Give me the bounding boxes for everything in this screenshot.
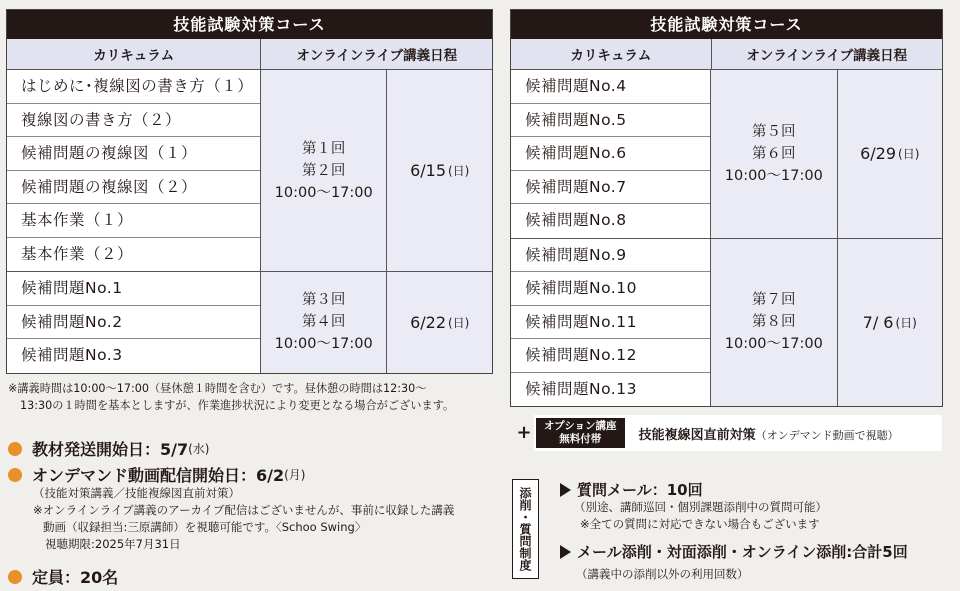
left-course-table — [6, 9, 493, 374]
curriculum-item: 候補問題No.6 — [511, 137, 710, 171]
session-group — [511, 239, 942, 407]
day-of-week: (日) — [898, 147, 920, 162]
note-line: ※講義時間は10:00～17:00（昼休憩１時間を含む）です。昼休憩の時間は12:30～ — [8, 382, 427, 395]
session-group — [7, 272, 492, 373]
session-time: 10:00〜17:00 — [724, 336, 823, 353]
badge-line: 無料付帯 — [559, 433, 602, 445]
triangle-icon — [560, 483, 571, 497]
ondemand-sub-line: 動画（収録担当:三原講師）を視聴可能です。〈Schoo Swing〉 — [43, 520, 367, 534]
curriculum-item: 候補問題No.2 — [7, 306, 260, 340]
option-course — [514, 415, 942, 451]
curriculum-list — [511, 239, 711, 407]
date-value: 6/15 — [410, 161, 446, 180]
session-info — [261, 70, 387, 271]
correction-title: メール添削・対面添削・オンライン添削:合計5回 — [577, 543, 908, 561]
option-badge — [536, 418, 625, 448]
session-number: 第２回 — [301, 162, 346, 179]
session-date — [387, 70, 492, 271]
session-time: 10:00〜17:00 — [724, 167, 823, 184]
curriculum-item: はじめに･複線図の書き方（１） — [7, 70, 260, 104]
session-group — [511, 70, 942, 239]
session-number: 第３回 — [301, 292, 346, 309]
correction-detail: （講義中の添削以外の利用回数） — [576, 567, 749, 581]
curriculum-item: 候補問題No.13 — [525, 379, 637, 398]
bullet-dot-icon — [8, 468, 22, 482]
ondemand-start — [8, 463, 306, 486]
schedule-header: オンラインライブ講義日程 — [746, 48, 908, 64]
curriculum-list — [511, 70, 711, 238]
day-of-week: (日) — [448, 164, 470, 178]
course-title: 技能試験対策コース — [511, 10, 942, 39]
session-date — [838, 70, 943, 238]
curriculum-item: 候補問題No.8 — [525, 211, 627, 229]
option-name: 技能複線図直前対策 — [638, 427, 756, 443]
capacity — [8, 565, 118, 588]
curriculum-list — [7, 70, 261, 271]
capacity-label: 定員：20名 — [32, 568, 119, 587]
session-info — [261, 272, 387, 373]
curriculum-list — [7, 272, 261, 373]
session-date — [387, 272, 492, 373]
session-number: 第５回 — [752, 123, 796, 140]
ondemand-sub-line: 視聴期限:2025年7月31日 — [45, 537, 181, 551]
session-group — [7, 70, 492, 272]
day-of-week: (日) — [448, 315, 470, 330]
session-number: 第１回 — [301, 140, 346, 157]
session-number: 第４回 — [301, 314, 346, 331]
bullet-dot-icon — [8, 442, 22, 456]
option-title — [639, 424, 899, 443]
lecture-time-note — [8, 380, 498, 414]
session-time: 10:00〜17:00 — [274, 336, 373, 353]
ondemand-dow: (月) — [284, 468, 306, 482]
note-line: 13:30の１時間を基本としますが、作業進捗状況により変更となる場合がございます。 — [20, 399, 455, 412]
course-title: 技能試験対策コース — [7, 10, 492, 39]
curriculum-item: 候補問題No.11 — [511, 306, 710, 340]
day-of-week: (日) — [895, 315, 917, 330]
ondemand-sub-line: （技能対策講義／技能複線図直前対策） — [33, 486, 240, 500]
date-value: 6/29 — [860, 144, 897, 164]
session-number: 第６回 — [752, 145, 796, 162]
curriculum-item: 基本作業（２） — [21, 244, 134, 263]
curriculum-item: 候補問題No.3 — [21, 346, 123, 364]
curriculum-item: 候補問題の複線図（２） — [7, 171, 260, 205]
curriculum-item: 候補問題No.4 — [511, 70, 710, 104]
badge-line: オプション講座 — [544, 420, 617, 432]
question-sub-line: ※全ての質問に対応できない場合もございます — [580, 517, 820, 531]
curriculum-item: 候補問題No.7 — [511, 171, 710, 205]
correction-system-label: 添削・質問制度 — [512, 479, 539, 579]
curriculum-item: 候補問題No.1 — [7, 272, 260, 306]
question-mail — [560, 479, 703, 500]
triangle-icon — [560, 545, 571, 559]
session-info — [711, 70, 837, 238]
date-value: 6/22 — [410, 312, 446, 332]
question-title: 質問メール：10回 — [577, 481, 703, 499]
curriculum-item: 候補問題No.10 — [511, 272, 710, 306]
bullet-dot-icon — [8, 570, 22, 584]
materials-dow: (水) — [188, 442, 210, 456]
curriculum-item: 基本作業（１） — [7, 204, 260, 238]
curriculum-item: 候補問題No.5 — [511, 104, 710, 138]
ondemand-label: オンデマンド動画配信開始日：6/2 — [32, 466, 285, 485]
date-value: 7/ 6 — [862, 312, 894, 332]
curriculum-item: 候補問題No.9 — [511, 239, 710, 273]
right-course-table — [510, 9, 943, 407]
table-header — [7, 39, 492, 70]
session-time: 10:00〜17:00 — [274, 184, 373, 201]
plus-icon: + — [514, 415, 534, 451]
curriculum-item: 候補問題の複線図（１） — [7, 137, 260, 171]
curriculum-header: カリキュラム — [7, 39, 261, 69]
question-sub-line: （別途、講師巡回・個別課題添削中の質問可能） — [574, 500, 827, 514]
materials-label: 教材発送開始日：5/7 — [32, 440, 189, 459]
schedule-header: オンラインライブ講義日程 — [296, 48, 458, 64]
curriculum-item: 候補問題No.12 — [511, 339, 710, 373]
materials-start — [8, 437, 210, 460]
curriculum-header: カリキュラム — [511, 39, 712, 69]
session-number: 第７回 — [752, 292, 796, 309]
session-number: 第８回 — [752, 314, 796, 331]
ondemand-sub-line: ※オンラインライブ講義のアーカイブ配信はございませんが、事前に収録した講義 — [33, 503, 455, 517]
option-detail: （オンデマンド動画で視聴） — [755, 428, 899, 442]
session-info — [711, 239, 837, 407]
table-header — [511, 39, 942, 70]
session-date — [838, 239, 943, 407]
correction-count — [560, 541, 908, 562]
question-detail — [574, 499, 827, 533]
curriculum-item: 複線図の書き方（２） — [7, 104, 260, 138]
ondemand-detail — [33, 485, 454, 553]
